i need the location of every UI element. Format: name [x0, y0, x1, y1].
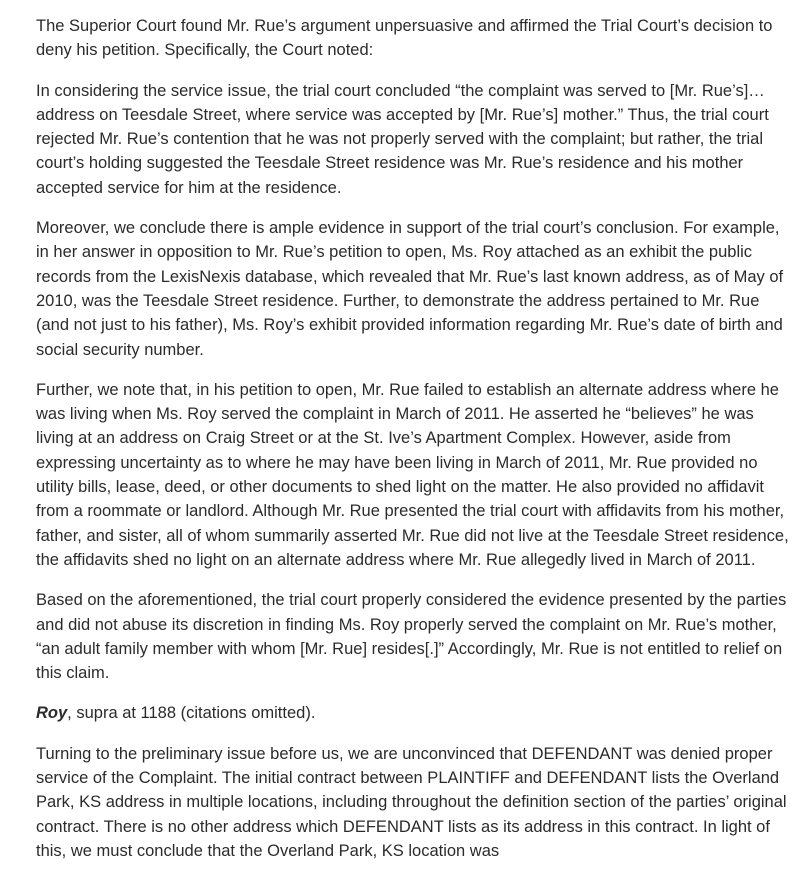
- quote-paragraph-conclusion: Based on the aforementioned, the trial court properly considered the evidence presented by the parties and did not abuse its discretion in finding Ms. Roy properly served the complaint on Mr. Rue’s mother, “an adult family member with whom [Mr. Rue] resides[.]” Accordingly, Mr. Rue is not entitled to relief on this claim.: [36, 591, 787, 683]
- closing-paragraph: Turning to the preliminary issue before us, we are unconvinced that DEFENDANT was denied proper service of the Complaint. The initial contract between PLAINTIFF and DEFENDANT lists the Overland Park, KS address in multiple locations, including throughout the definition section of the parties’ original contract. There is no other address which DEFENDANT lists as its address in this contract. In light of this, we must conclude that the Overland Park, KS location was: [36, 744, 787, 860]
- quote-paragraph-service-issue: In considering the service issue, the trial court concluded “the complaint was served to [Mr. Rue’s]…address on Teesdale Street, where service was accepted by [Mr. Rue’s] mother.” Thus, the trial court rejected Mr. Rue’s contention that he was not properly served with the complaint; but rather, the trial court’s holding suggested the Teesdale Street residence was Mr. Rue’s residence and his mother accepted service for him at the residence.: [36, 81, 769, 197]
- citation-text: , supra at 1188 (citations omitted).: [67, 704, 316, 723]
- document-body: [36, 14, 790, 879]
- citation-case-name: Roy: [36, 704, 68, 723]
- intro-paragraph: The Superior Court found Mr. Rue’s argument unpersuasive and affirmed the Trial Court’s decision to deny his petition. Specifically, the Court noted:: [36, 17, 773, 60]
- citation-paragraph: [36, 701, 790, 725]
- quote-paragraph-ample-evidence: Moreover, we conclude there is ample evidence in support of the trial court’s conclusion. For example, in her answer in opposition to Mr. Rue’s petition to open, Ms. Roy attached as an exhibit the public records from the LexisNexis database, which revealed that Mr. Rue’s last known address, as of May of 2010, was the Teesdale Street residence. Further, to demonstrate the address pertained to Mr. Rue (and not just to his father), Ms. Roy’s exhibit provided information regarding Mr. Rue’s date of birth and social security number.: [36, 219, 784, 359]
- quote-paragraph-alternate-address: Further, we note that, in his petition to open, Mr. Rue failed to establish an alternate address where he was living when Ms. Roy served the complaint in March of 2011. He asserted he “believes” he was living at an address on Craig Street or at the St. Ive’s Apartment Complex. However, aside from expressing uncertainty as to where he may have been living in March of 2011, Mr. Rue provided no utility bills, lease, deed, or other documents to shed light on the matter. He also provided no affidavit from a roommate or landlord. Although Mr. Rue presented the trial court with affidavits from his mother, father, and sister, all of whom summarily asserted Mr. Rue did not live at the Teesdale Street residence, the affidavits shed no light on an alternate address where Mr. Rue allegedly lived in March of 2011.: [36, 380, 789, 569]
